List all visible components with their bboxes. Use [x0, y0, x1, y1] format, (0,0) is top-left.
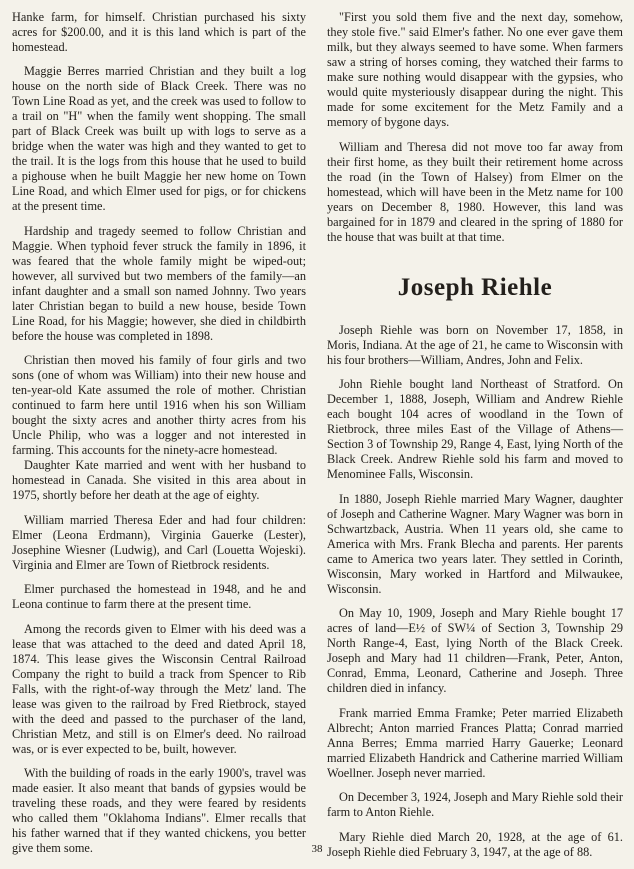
right-text-column [327, 10, 623, 869]
paragraph: Joseph Riehle was born on November 17, 1858, in Moris, Indiana. At the age of 21, he came to Wisconsin with his four brothers—William, Andres, John and Felix. [327, 322, 623, 367]
paragraph: Christian then moved his family of four girls and two sons (one of whom was William) into their new house and ten-year-old Kate assumed the role of mother. Christian continued to farm here until 1916 when his son William bought the sixty acres and another thirty acres from his Uncle Philip, who was a logger and not interested in farming. This accounts for the ninety-acre homestead. [12, 353, 306, 457]
paragraph: With the building of roads in the early 1900's, travel was made easier. It also meant that bands of gypsies would be traveling these roads, and they were feared by residents who called them "Oklahoma Indians". Elmer recalls that his father warned that if they wanted chickens, you better give them some. [12, 766, 306, 855]
paragraph: On December 3, 1924, Joseph and Mary Riehle sold their farm to Anton Riehle. [327, 790, 623, 819]
paragraph: Mary Riehle died March 20, 1928, at the age of 61. Joseph Riehle died February 3, 1947, at the age of 88. [327, 829, 623, 859]
paragraph: "First you sold them five and the next day, somehow, they stole five." said Elmer's father. No one ever gave them milk, but they always seemed to have some. When farmers saw a string of horses coming, they watched their farms to make sure nothing would disappear with the gypsies, who would quite mysteriously disappear during the night. This made for some excitement for the Metz Family and a memory of bygone days. [327, 10, 623, 129]
page-number: 38 [311, 843, 323, 855]
paragraph: Hardship and tragedy seemed to follow Christian and Maggie. When typhoid fever struck the family in 1896, it was feared that the whole family might be wiped-out; however, all survived but two members of the family—an infant daughter and a small son named Johnny. Two years later Christian began to build a new house, beside Town Line Road, for his Maggie; however, she died in childbirth before the house was completed in 1898. [12, 223, 306, 343]
paragraph: Maggie Berres married Christian and they built a log house on the north side of Black Creek. There was no Town Line Road as yet, and the creek was used to follow to a trail on "H" when the family went shopping. The small part of Black Creek was built up with logs to serve as a bridge when the water was high and they wanted to get to the trail. It is the logs from this house that he used to build a pighouse when he built Maggie her new home on Town Line Road, and which Elmer used for pigs, or for chickens at the present time. [12, 64, 306, 213]
paragraph: On May 10, 1909, Joseph and Mary Riehle bought 17 acres of land—E½ of SW¼ of Section 3, Township 29 North Range-4, East, lying North of the Black Creek. Joseph and Mary had 11 children—Frank, Peter, Anton, Conrad, Emma, Leonard, Catherine and Joseph. Three children died in infancy. [327, 606, 623, 695]
section-title: Joseph Riehle [397, 273, 553, 301]
left-text-column [12, 10, 306, 866]
paragraph: William and Theresa did not move too far away from their first home, as they built their retirement home across the road (in the Town of Halsey) from Elmer on the homestead, which will have been in the Metz name for 100 years on December 8, 1980. However, this land was bargained for in 1879 and cleared in the spring of 1880 for the house that was built at that time. [327, 139, 623, 244]
paragraph: John Riehle bought land Northeast of Stratford. On December 1, 1888, Joseph, William and Andrew Riehle each bought 104 acres of woodland in the Town of Rietbrock, three miles East of the Village of Athens—Section 3 of Township 29, Range 4, East, lying North of the Black Creek. Andrew Riehle sold his farm and moved to Menominee Falls, Wisconsin. [327, 377, 623, 481]
paragraph: Daughter Kate married and went with her husband to homestead in Canada. She visited in this area about in 1975, shortly before her death at the age of eighty. [12, 458, 306, 502]
paragraph: Among the records given to Elmer with his deed was a lease that was attached to the deed and dated April 18, 1874. This lease gives the Wisconsin Central Railroad Company the right to build a track from Spencer to Rib Falls, with the right-of-way through the Metz' land. The lease was given to the railroad by Fred Rietbrock, stayed with the deed and passed to the purchaser of the land, Christian Metz, and still is on Elmer's deed. No railroad was, or is ever expected to be, built, however. [12, 621, 306, 756]
paragraph: In 1880, Joseph Riehle married Mary Wagner, daughter of Joseph and Catherine Wagner. Mary Wagner was born in Schwartzback, Austria. When 11 years old, she came to America with Mrs. Frank Blecha and parents. Her parents came to America two years later. They settled in Corinth, Wisconsin, Mary worked in Hartford and Milwaukee, Wisconsin. [327, 491, 623, 596]
paragraph: Frank married Emma Framke; Peter married Elizabeth Albrecht; Anton married Frances Platta; Conrad married Anna Berres; Emma married Harry Gauerke; Leonard married Elizabeth Handrick and Catherine married William Woellner. Joseph never married. [327, 705, 623, 780]
paragraph: Hanke farm, for himself. Christian purchased his sixty acres for $200.00, and it is this land which is part of the homestead. [12, 10, 306, 54]
paragraph: William married Theresa Eder and had four children: Elmer (Leona Erdmann), Virginia Gauerke (Lester), Josephine Wiesner (Ludwig), and Carl (Louetta Wojeski). Virginia and Elmer are Town of Rietbrock residents. [12, 512, 306, 572]
paragraph: Elmer purchased the homestead in 1948, and he and Leona continue to farm there at the present time. [12, 582, 306, 611]
